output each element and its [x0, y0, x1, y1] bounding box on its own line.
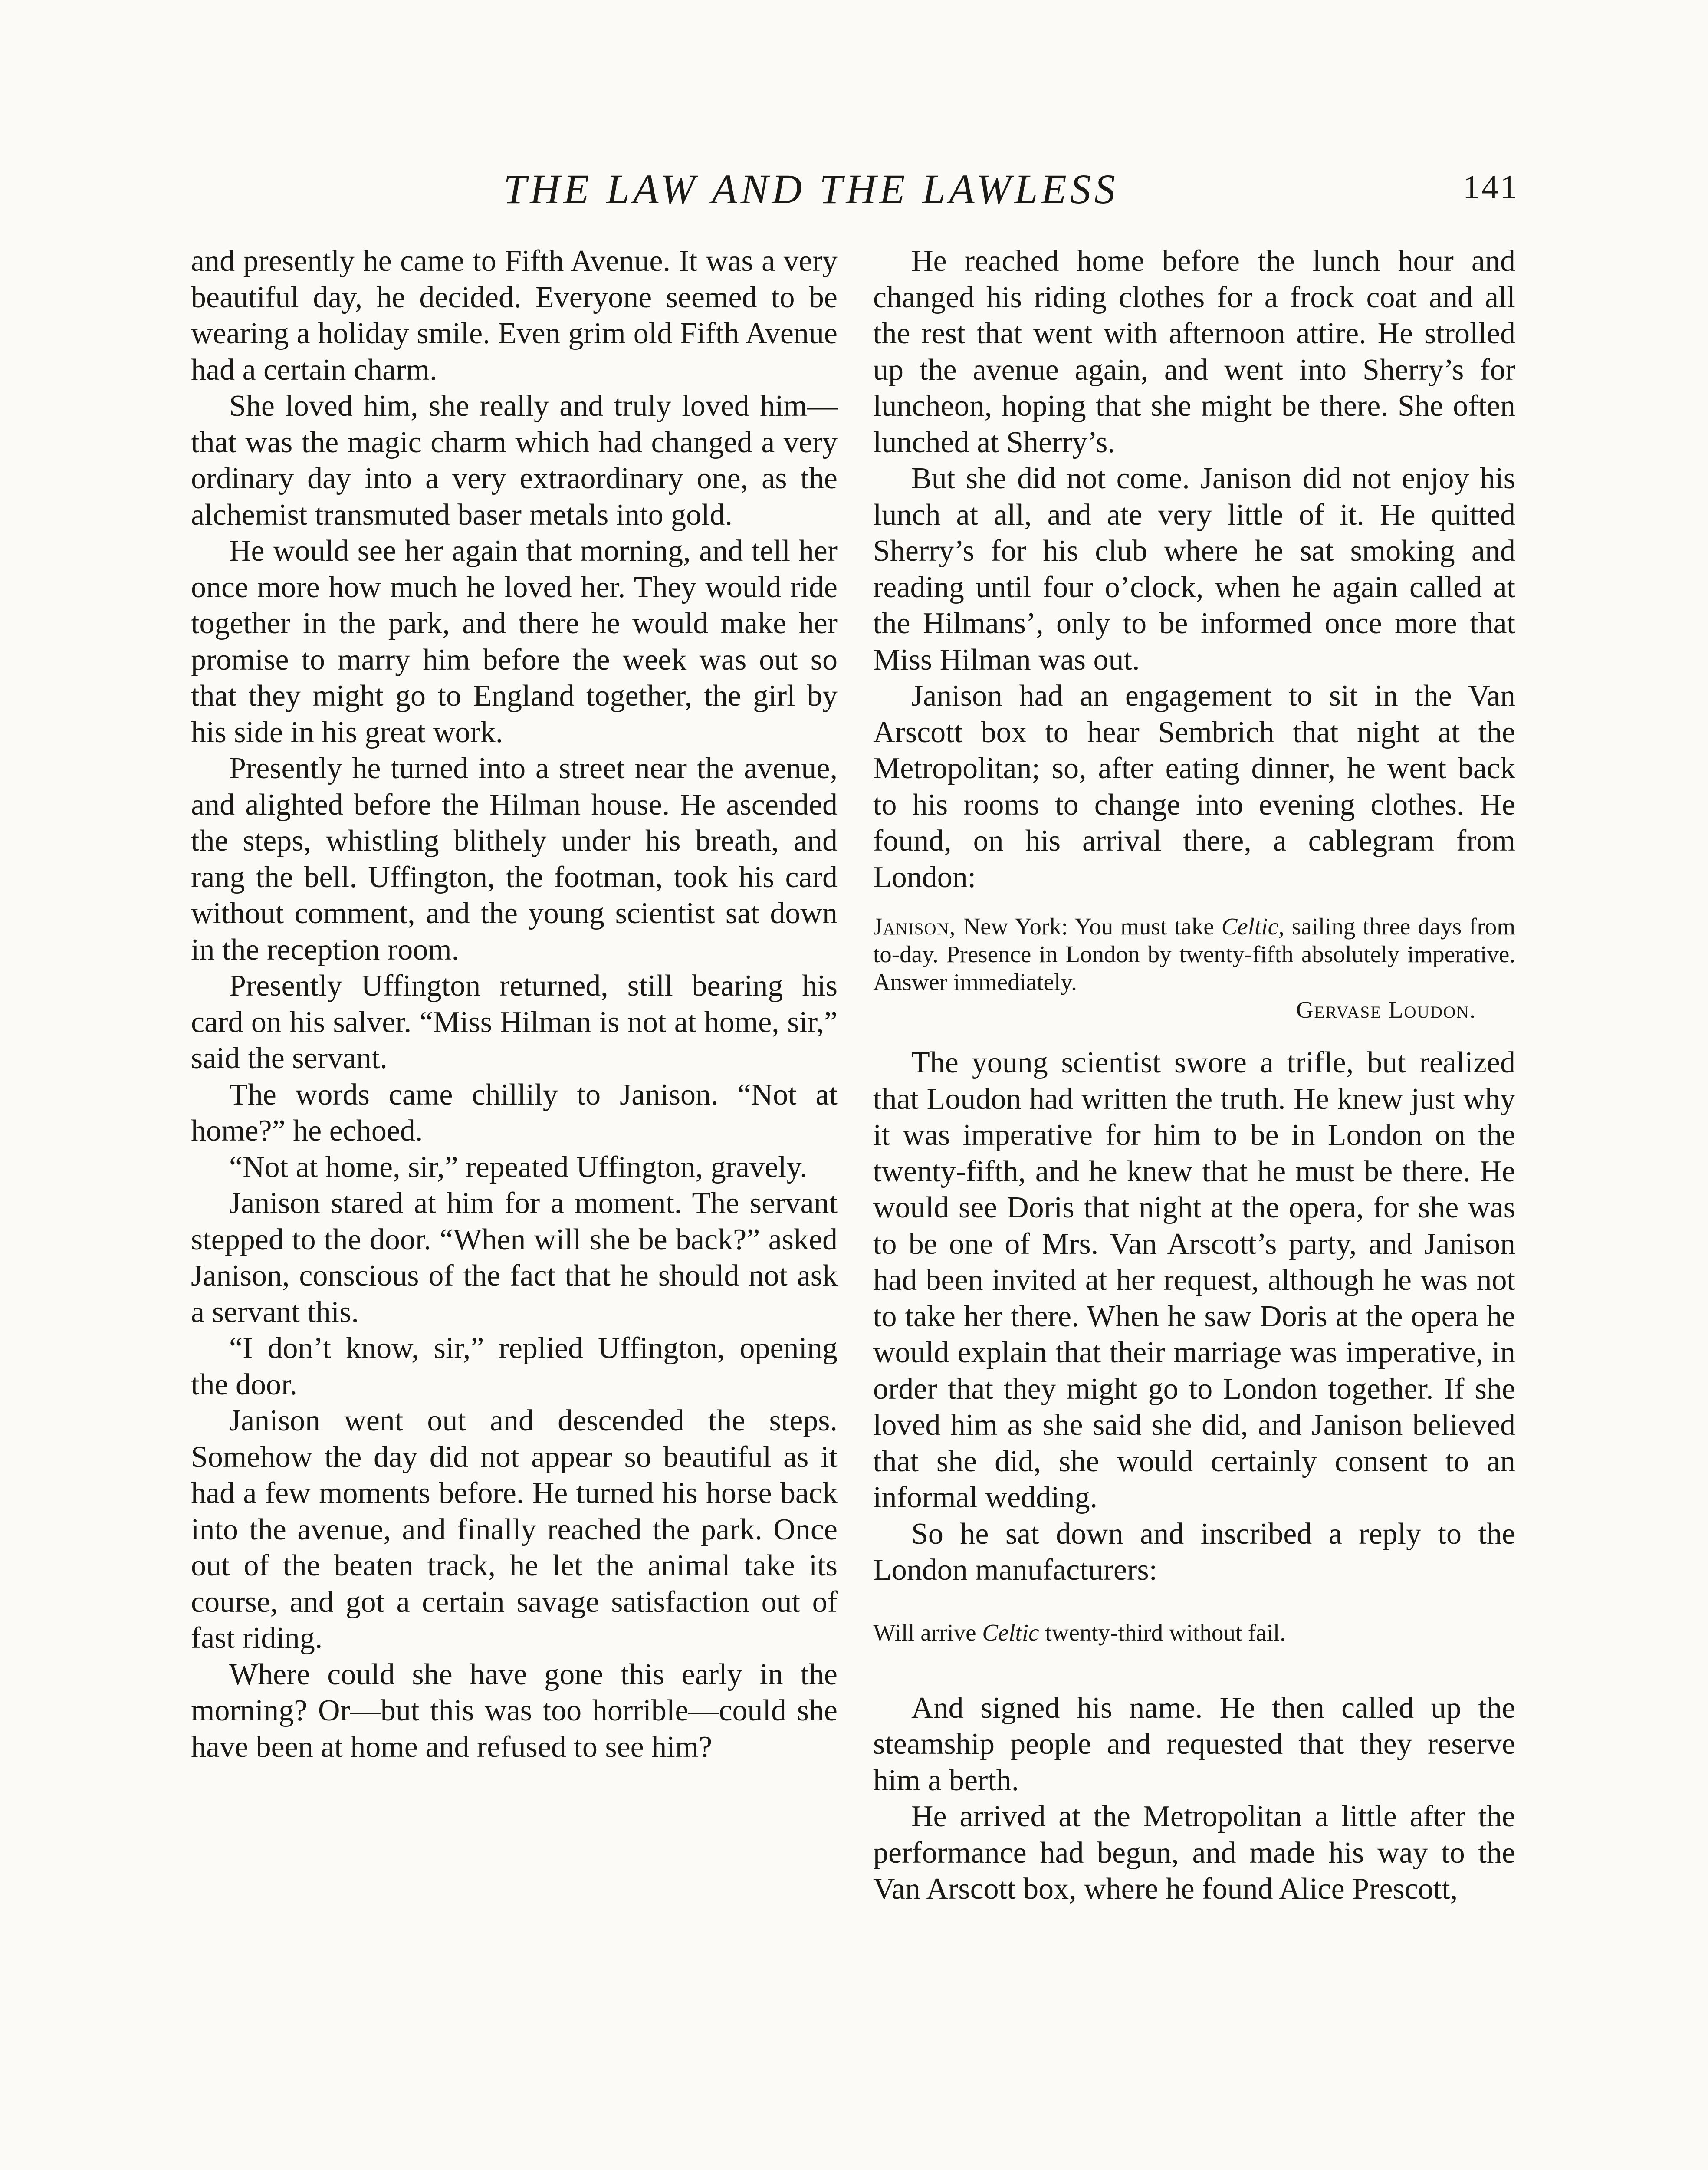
paragraph: The words came chillily to Janison. “Not at home?” he echoed.	[191, 1078, 838, 1147]
cablegram-text: sailing three days from to-day. Presence in London by twenty-fifth absolutely imperative. Answer immediately.	[873, 913, 1515, 995]
paragraph: Janison went out and descended the steps. Somehow the day did not appear so beautiful as it had a few moments before. He turned his horse back into the avenue, and finally reached the park. Once out of the beaten track, he let the animal take its course, and got a certain savage satisfaction out of fast riding.	[191, 1404, 838, 1655]
page-number: 141	[1463, 168, 1519, 206]
cablegram-body	[873, 913, 1515, 996]
reply-text: twenty-third without fail.	[1039, 1619, 1286, 1646]
paragraph: And signed his name. He then called up the steamship people and requested that they reserve him a berth.	[873, 1691, 1515, 1797]
cablegram-text: New York: You must take	[956, 913, 1222, 940]
paragraph: “I don’t know, sir,” replied Uffington, opening the door.	[191, 1332, 838, 1401]
reply-message	[873, 1619, 1515, 1647]
right-column	[873, 243, 1515, 1907]
paragraph: He would see her again that morning, and tell her once more how much he loved her. They would ride together in the park, and there he would make her promise to marry him before the week was out so that they might go to England together, the girl by his side in his great work.	[191, 534, 838, 749]
cablegram-addressee: Janison,	[873, 913, 956, 940]
paragraph: He arrived at the Metropolitan a little after the performance had begun, and made his way to the Van Arscott box, where he found Alice Prescott,	[873, 1800, 1515, 1906]
paragraph: Presently he turned into a street near the avenue, and alighted before the Hilman house. He ascended the steps, whistling blithely under his breath, and rang the bell. Uffington, the footman, took his card without comment, and the young scientist sat down in the reception room.	[191, 752, 838, 967]
paragraph: Janison had an engagement to sit in the Van Arscott box to hear Sembrich that night at the Metropolitan; so, after eating dinner, he went back to his rooms to change into evening clothes. He found, on his arrival there, a cablegram from London:	[873, 679, 1515, 894]
paragraph: She loved him, she really and truly loved him—that was the magic charm which had changed a very ordinary day into a very extraordinary one, as the alchemist transmuted baser metals into gold.	[191, 389, 838, 532]
paragraph: The young scientist swore a trifle, but realized that Loudon had written the truth. He knew just why it was imperative for him to be in London on the twenty-fifth, and he knew that he must be there. He would see Doris that night at the opera, for she was to be one of Mrs. Van Arscott’s party, and Janison had been invited at her request, although he was not to take her there. When he saw Doris at the opera he would explain that their marriage was imperative, in order that they might go to London together. If she loved him as she said she did, and Janison believed that she did, she would certainly consent to an informal wedding.	[873, 1046, 1515, 1514]
paragraph: Presently Uffington returned, still bearing his card on his salver. “Miss Hilman is not at home, sir,” said the servant.	[191, 969, 838, 1075]
paragraph: So he sat down and inscribed a reply to the London manufacturers:	[873, 1517, 1515, 1587]
cablegram-ship: Celtic,	[1221, 913, 1284, 940]
left-column	[191, 243, 838, 1765]
paragraph: But she did not come. Janison did not enjoy his lunch at all, and ate very little of it. He quitted Sherry’s for his club where he sat smoking and reading until four o’clock, when he again called at the Hilmans’, only to be informed once more that Miss Hilman was out.	[873, 462, 1515, 677]
reply-text: Will arrive	[873, 1619, 982, 1646]
paragraph: Where could she have gone this early in the morning? Or—but this was too horrible—could she have been at home and refused to see him?	[191, 1657, 838, 1764]
paragraph: Janison stared at him for a moment. The servant stepped to the door. “When will she be back?” asked Janison, conscious of the fact that he should not ask a servant this.	[191, 1187, 838, 1329]
paragraph: “Not at home, sir,” repeated Uffington, gravely.	[229, 1150, 808, 1184]
running-title: THE LAW AND THE LAWLESS	[503, 166, 1119, 212]
cablegram	[873, 913, 1515, 1024]
paragraph: and presently he came to Fifth Avenue. It was a very beautiful day, he decided. Everyone seemed to be wearing a holiday smile. Even grim old Fifth Avenue had a certain charm.	[191, 244, 838, 387]
cablegram-signature: Gervase Loudon.	[1296, 996, 1476, 1023]
page-header	[191, 165, 1519, 226]
paragraph: He reached home before the lunch hour and changed his riding clothes for a frock coat and all the rest that went with afternoon attire. He strolled up the avenue again, and went into Sherry’s for luncheon, hoping that she might be there. She often lunched at Sherry’s.	[873, 244, 1515, 459]
reply-ship: Celtic	[982, 1619, 1039, 1646]
